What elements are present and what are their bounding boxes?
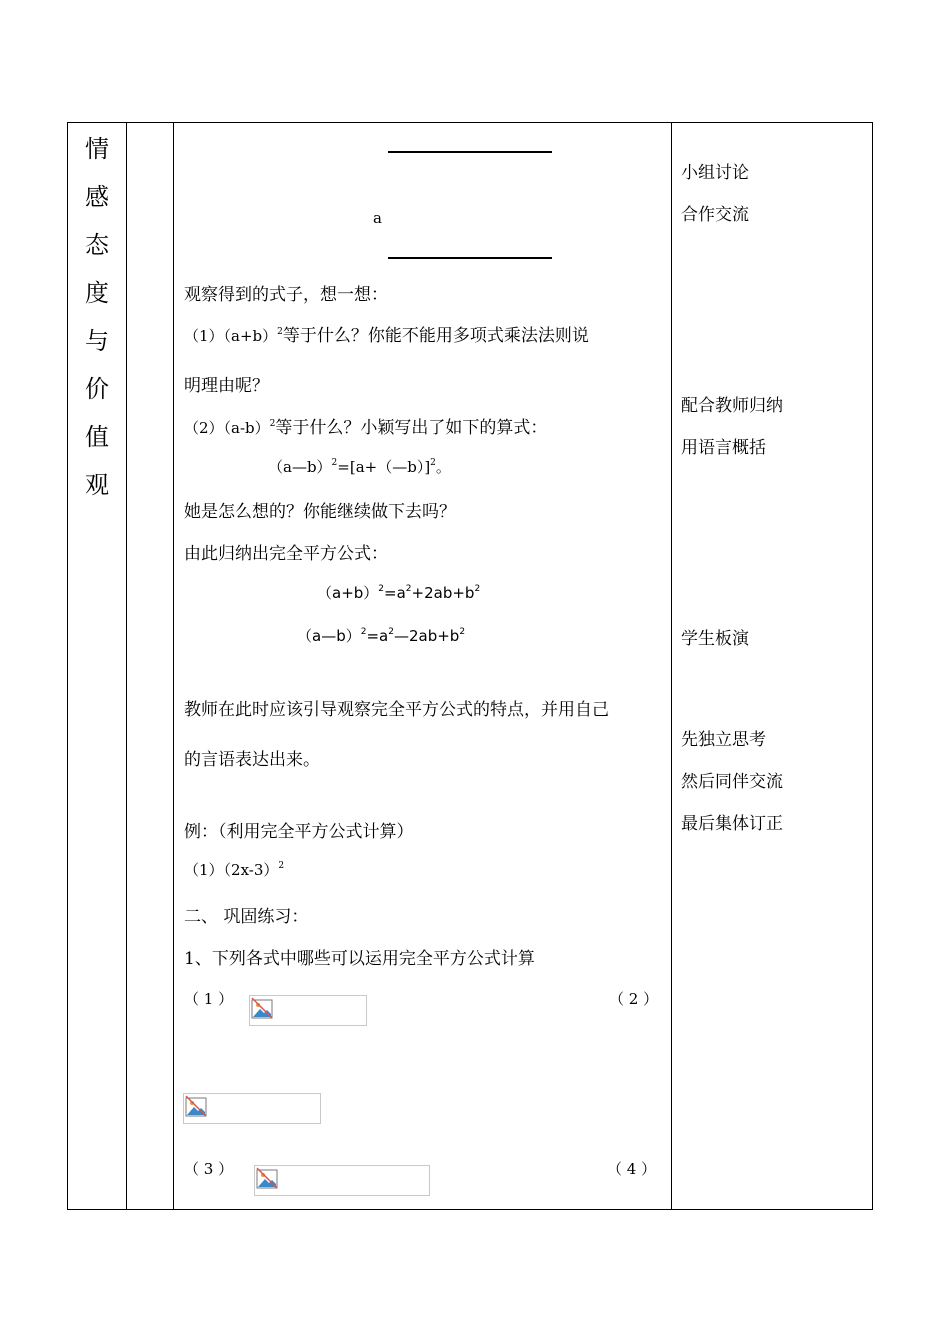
column-divider bbox=[173, 123, 174, 1209]
item-3-label: （ 3 ） bbox=[184, 1160, 234, 1178]
formula-image bbox=[254, 1165, 430, 1196]
activity-text: 用语言概括 bbox=[681, 438, 766, 458]
heading-char: 价 bbox=[85, 375, 109, 403]
broken-image-icon bbox=[256, 1167, 278, 1189]
heading-char: 观 bbox=[85, 471, 109, 499]
think-text: 她是怎么想的？你能继续做下去吗？ bbox=[184, 502, 456, 522]
heading-char: 值 bbox=[85, 423, 109, 451]
practice-question: 1、下列各式中哪些可以运用完全平方公式计算 bbox=[184, 949, 535, 969]
example-heading: 例：（利用完全平方公式计算） bbox=[184, 822, 414, 842]
item-4-label: （ 4 ） bbox=[607, 1160, 657, 1178]
activity-text: 小组讨论 bbox=[681, 163, 749, 183]
activity-text: 配合教师归纳 bbox=[681, 396, 783, 416]
diagram-label: a bbox=[373, 209, 382, 227]
observe-text: 观察得到的式子，想一想： bbox=[184, 285, 388, 305]
broken-image-icon bbox=[251, 997, 273, 1019]
heading-char: 感 bbox=[85, 183, 109, 211]
teacher-note-cont: 的言语表达出来。 bbox=[184, 750, 320, 770]
activity-text: 最后集体订正 bbox=[681, 814, 783, 834]
heading-char: 与 bbox=[85, 327, 109, 355]
broken-image-icon bbox=[185, 1095, 207, 1117]
column-divider bbox=[126, 123, 127, 1209]
activity-text: 合作交流 bbox=[681, 205, 749, 225]
activity-text: 学生板演 bbox=[681, 629, 749, 649]
column-divider bbox=[671, 123, 672, 1209]
question-1: $(1)(a+b)^2$等于什么？你能不能用多项式乘法法则说 bbox=[184, 326, 589, 346]
formula-image bbox=[183, 1093, 321, 1124]
practice-heading: 二、 巩固练习： bbox=[184, 907, 309, 927]
example-1: $(1)(2x-3)^2$ bbox=[184, 861, 285, 879]
induce-text: 由此归纳出完全平方公式： bbox=[184, 544, 388, 564]
diagram-line-bottom bbox=[388, 257, 552, 259]
formula-2: $(a—b)^2=a^2—2ab+b^2$ bbox=[297, 627, 466, 645]
teacher-note: 教师在此时应该引导观察完全平方公式的特点，并用自己 bbox=[184, 700, 609, 720]
formula-image bbox=[249, 995, 367, 1026]
activity-text: 先独立思考 bbox=[681, 730, 766, 750]
heading-char: 情 bbox=[85, 135, 109, 163]
section-heading bbox=[68, 125, 126, 509]
question-1-cont: 明理由呢？ bbox=[184, 376, 269, 396]
lesson-table bbox=[67, 122, 873, 1210]
activity-text: 然后同伴交流 bbox=[681, 772, 783, 792]
diagram-line-top bbox=[388, 151, 552, 153]
formula-1: $(a+b)^2=a^2+2ab+b^2$ bbox=[317, 584, 481, 602]
item-1-label: （ 1 ） bbox=[184, 990, 234, 1008]
equation: （a—b）$^2$=[a+（—b）]$^2$。 bbox=[268, 458, 451, 476]
item-2-label: （ 2 ） bbox=[609, 990, 659, 1008]
heading-char: 度 bbox=[85, 279, 109, 307]
question-2: $(2)(a-b)^2$等于什么？小颖写出了如下的算式： bbox=[184, 418, 548, 438]
heading-char: 态 bbox=[85, 231, 109, 259]
